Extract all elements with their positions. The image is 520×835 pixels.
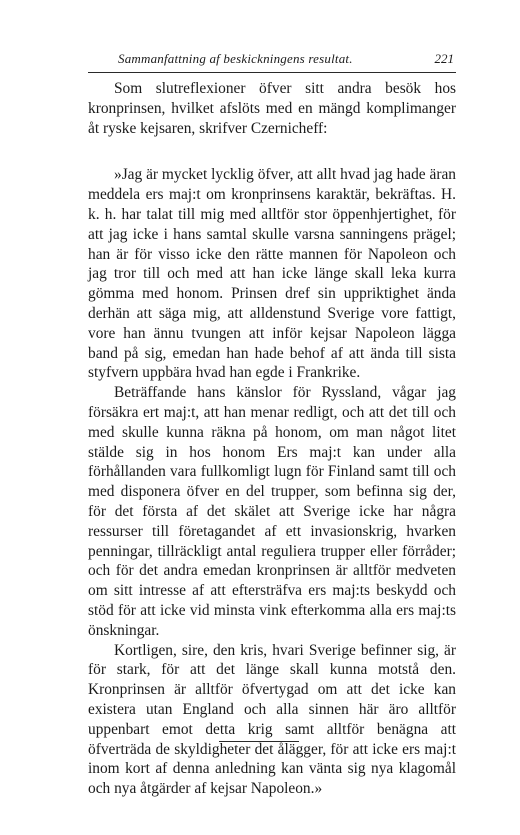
- paragraph-quote-3: Kortligen, sire, den kris, hvari Sverige befinner sig, är för stark, för att det länge skall kunna motstå den. Kronprinsen är alltför öfvertygad om att det icke kan existera utan England och alla sinnen här äro alltför uppenbart emot detta krig samt alltför benägna att öfverträda de skyldigheter det ålägger, för att icke ers maj:t inom kort af denna anledning kan vänta sig nya klagomål och nya åtgärder af kejsar Napoleon.»: [88, 641, 456, 798]
- paragraph-gap: [88, 138, 456, 165]
- page-header: [88, 51, 456, 73]
- paragraph-quote-1: »Jag är mycket lycklig öfver, att allt hvad jag hade äran meddela ers maj:t om kronprinsens karaktär, bekräftas. H. k. h. har talat till mig med alltför stor öppenhjertighet, för att jag icke i hans samtal skulle varsna sanningens prägel; han är för visso icke den rätte mannen för Napoleon och jag tror till och med att han icke länge skall leka kurra gömma med honom. Prinsen dref sin uppriktighet ända derhän att säga mig, att alldenstund Sverige vore fattigt, vore han ännu tvungen att inför kejsar Napoleon lägga band på sig, emedan han hade behof af att ända till sista styfvern uppbära hvad han egde i Frankrike.: [88, 166, 456, 382]
- paragraph-quote-2: Beträffande hans känslor för Ryssland, vågar jag försäkra ert maj:t, att han menar redligt, och att det till och med skulle kunna räkna på honom, om man något litet stälde sig in hos honom Ers maj:t kan under alla förhållanden vara fullkomligt lugn för Finland samt till och med disponera öfver en del trupper, som befinna sig der, för det första af det skälet att Sverige icke har några ressurser till företagandet af ett invasionskrig, hvarken penningar, tillräckligt antal reguliera trupper eller förråder; och för det andra emedan kronprinsen är alltför medveten om sitt intresse af att eftersträfva ers maj:ts beskydd och stöd för att icke vid minsta vink efterkomma alla ers maj:ts önskningar.: [88, 384, 456, 639]
- page-number: 221: [434, 51, 454, 66]
- paragraph-intro: Som slutreflexioner öfver sitt andra besök hos kronprinsen, hvilket afslöts med en mängd komplimanger åt ryske kejsaren, skrifver Czernicheff:: [88, 80, 456, 137]
- body-text: [88, 79, 456, 799]
- header-rule: [88, 72, 456, 73]
- running-title: Sammanfattning af beskickningens resultat.: [118, 51, 353, 66]
- end-rule: [219, 741, 299, 742]
